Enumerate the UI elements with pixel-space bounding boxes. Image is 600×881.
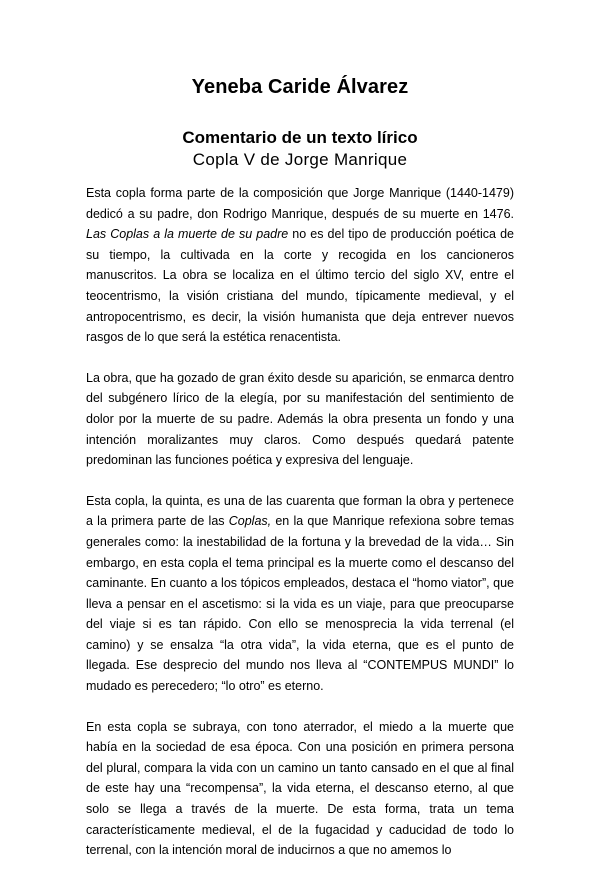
paragraph-3-text-b: en la que Manrique refexiona sobre temas generales como: la inestabilidad de la fortuna y la brevedad de la vida… Sin embargo, en esta copla el tema principal es la muerte como el descanso del caminante. En cuanto a los tópicos empleados, destaca el “homo viator”, que lleva a pensar en el ascetismo: si la vida es un viaje, para que preocuparse del viaje si es tan rápido. Con ello se menosprecia la vida terrenal (el camino) y se ensalza “la otra vida”, la vida eterna, que es el punto de llegada. Ese desprecio del mundo nos lleva al “CONTEMPUS MUNDI” lo mudado es perecedero; “lo otro” es eterno. bbox=[86, 514, 515, 694]
paragraph-3-text-a: Esta copla, la quinta, es una de las cuarenta que forman la obra y pertenece a la primera parte de las bbox=[86, 493, 514, 529]
author-name: Yeneba Caride Álvarez bbox=[191, 76, 409, 98]
paragraph-4: En esta copla se subraya, con tono aterrador, el miedo a la muerte que había en la sociedad de esa época. Con una posición en primera persona del plural, compara la vida con un camino un tanto cansado en el que al final de este hay una “recompensa”, la vida eterna, el descanso eterno, al que solo se llega a través de la muerte. De esta forma, trata un tema característicamente medieval, el de la fugacidad y caducidad de todo lo terrenal, con la intención moral de inducirnos a que no amemos lo bbox=[86, 719, 514, 858]
document-title: Comentario de un texto lírico bbox=[182, 128, 418, 147]
paragraph-1 bbox=[86, 183, 514, 348]
document-body bbox=[86, 183, 514, 881]
paragraph-2: La obra, que ha gozado de gran éxito desde su aparición, se enmarca dentro del subgénero lírico de la elegía, por su manifestación del sentimiento de dolor por la muerte de su padre. Además la obra presenta un fondo y una intención moralizantes muy claros. Como después quedará patente predominan las funciones poética y expresiva del lenguaje. bbox=[86, 370, 514, 468]
paragraph-1-text-b: no es del tipo de producción poética de su tiempo, la cultivada en la corte y recogida en los cancioneros manuscritos. La obra se localiza en el último tercio del siglo XV, entre el teocentrismo, la visión cristiana del mundo, típicamente medieval, y el antropocentrismo, es decir, la visión humanista que deja entrever nuevos rasgos de lo que será la estética renacentista. bbox=[86, 227, 514, 345]
work-title-italic: Las Coplas a la muerte de su padre bbox=[86, 227, 289, 242]
coplas-italic: Coplas, bbox=[228, 514, 272, 529]
paragraph-3 bbox=[86, 491, 514, 697]
document-subtitle: Copla V de Jorge Manrique bbox=[192, 150, 408, 169]
paragraph-1-text-a: Esta copla forma parte de la composición que Jorge Manrique (1440-1479) dedicó a su padre, don Rodrigo Manrique, después de su muerte en 1476. bbox=[86, 186, 514, 221]
